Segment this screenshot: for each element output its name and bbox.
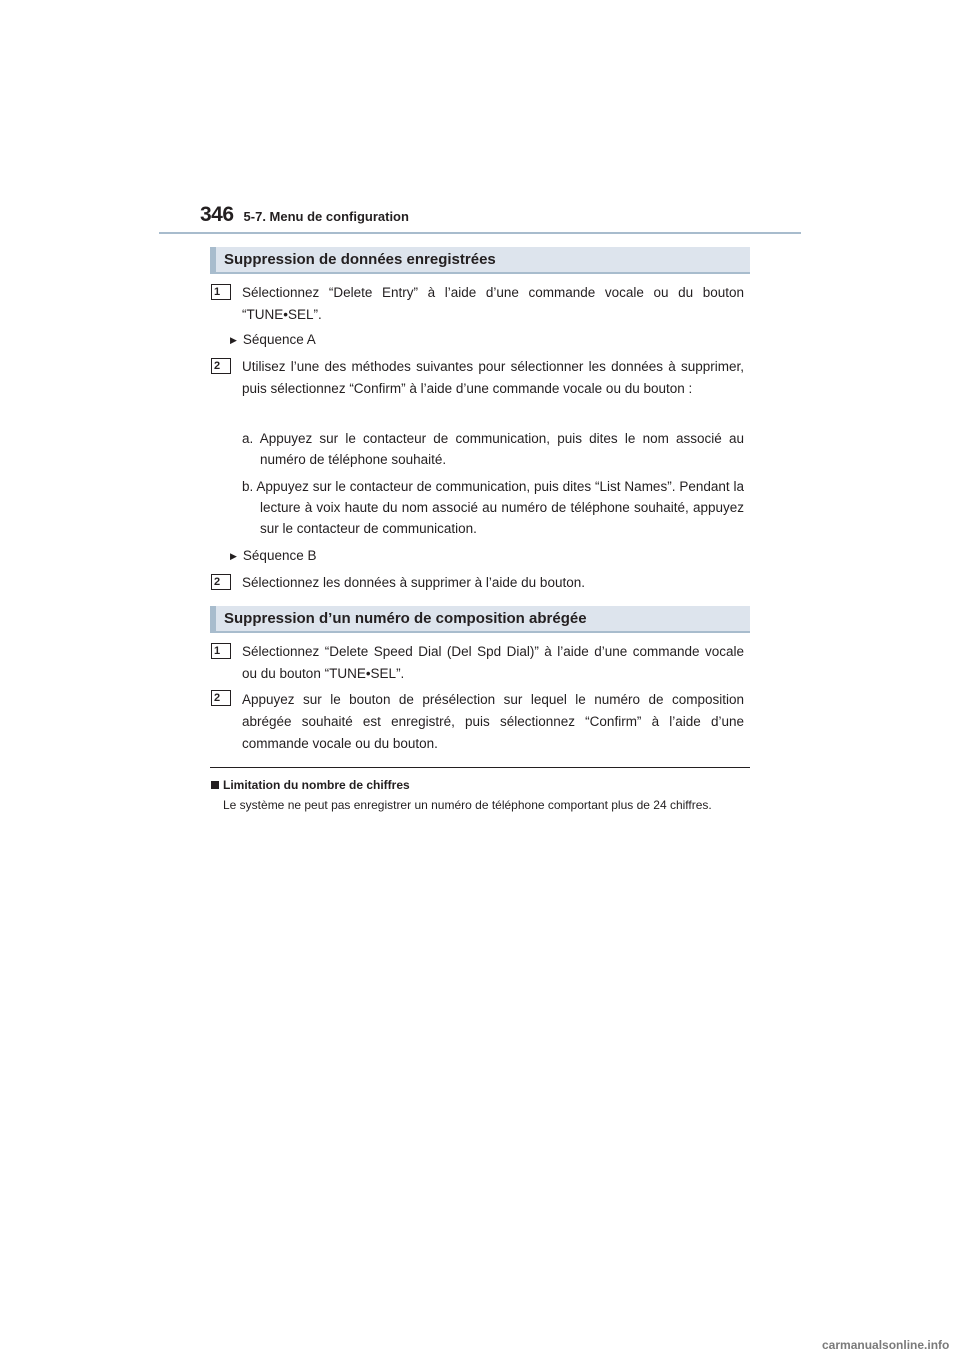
- step-badge: 2: [211, 574, 231, 590]
- step-text: Appuyez sur le bouton de présélection sur lequel le numéro de composition abrégée souhaité est enregistré, puis sélectionnez “Confirm” à l’aide d’une commande vocale ou du bouton.: [242, 692, 744, 751]
- step-text: Utilisez l’une des méthodes suivantes pour sélectionner les données à supprimer, puis sélectionnez “Confirm” à l’aide d’une commande vocale ou du bouton :: [242, 359, 744, 396]
- step-badge: 1: [211, 284, 231, 300]
- page-header: [200, 203, 409, 227]
- section-title: Suppression d’un numéro de composition abrégée: [224, 610, 587, 627]
- chapter-title: 5-7. Menu de configuration: [243, 209, 409, 224]
- section-heading-delete-speed-dial: [210, 606, 750, 633]
- note-text: Le système ne peut pas enregistrer un numéro de téléphone comportant plus de 24 chiffres.: [223, 798, 712, 812]
- step-badge: 2: [211, 690, 231, 706]
- step-text: Sélectionnez “Delete Speed Dial (Del Spd Dial)” à l’aide d’une commande vocale ou du bouton “TUNE•SEL”.: [242, 644, 744, 681]
- triangle-bullet-icon: ▶: [230, 335, 237, 345]
- step-badge: 2: [211, 358, 231, 374]
- watermark: carmanualsonline.info: [822, 1338, 950, 1352]
- section-heading-delete-entries: [210, 247, 750, 274]
- sequence-label-a: ▶ Séquence A: [230, 330, 316, 350]
- step-text: Sélectionnez “Delete Entry” à l’aide d’une commande vocale ou du bouton “TUNE•SEL”.: [242, 285, 744, 322]
- step-badge: 1: [211, 643, 231, 659]
- header-rule: [159, 232, 801, 234]
- triangle-bullet-icon: ▶: [230, 551, 237, 561]
- sequence-label-b: ▶ Séquence B: [230, 546, 316, 566]
- section-title: Suppression de données enregistrées: [224, 251, 496, 268]
- page-number: 346: [200, 203, 234, 226]
- step-text: Sélectionnez les données à supprimer à l’aide du bouton.: [242, 575, 585, 590]
- option-a-text: a. Appuyez sur le contacteur de communication, puis dites le nom associé au numéro de téléphone souhaité.: [242, 431, 744, 467]
- option-b-text: b. Appuyez sur le contacteur de communication, puis dites “List Names”. Pendant la lecture à voix haute du nom associé au numéro de téléphone souhaité, appuyez sur le contacteur de communication.: [242, 479, 744, 536]
- note-heading: Limitation du nombre de chiffres: [211, 778, 410, 792]
- square-bullet-icon: [211, 781, 219, 789]
- note-divider: [210, 767, 750, 768]
